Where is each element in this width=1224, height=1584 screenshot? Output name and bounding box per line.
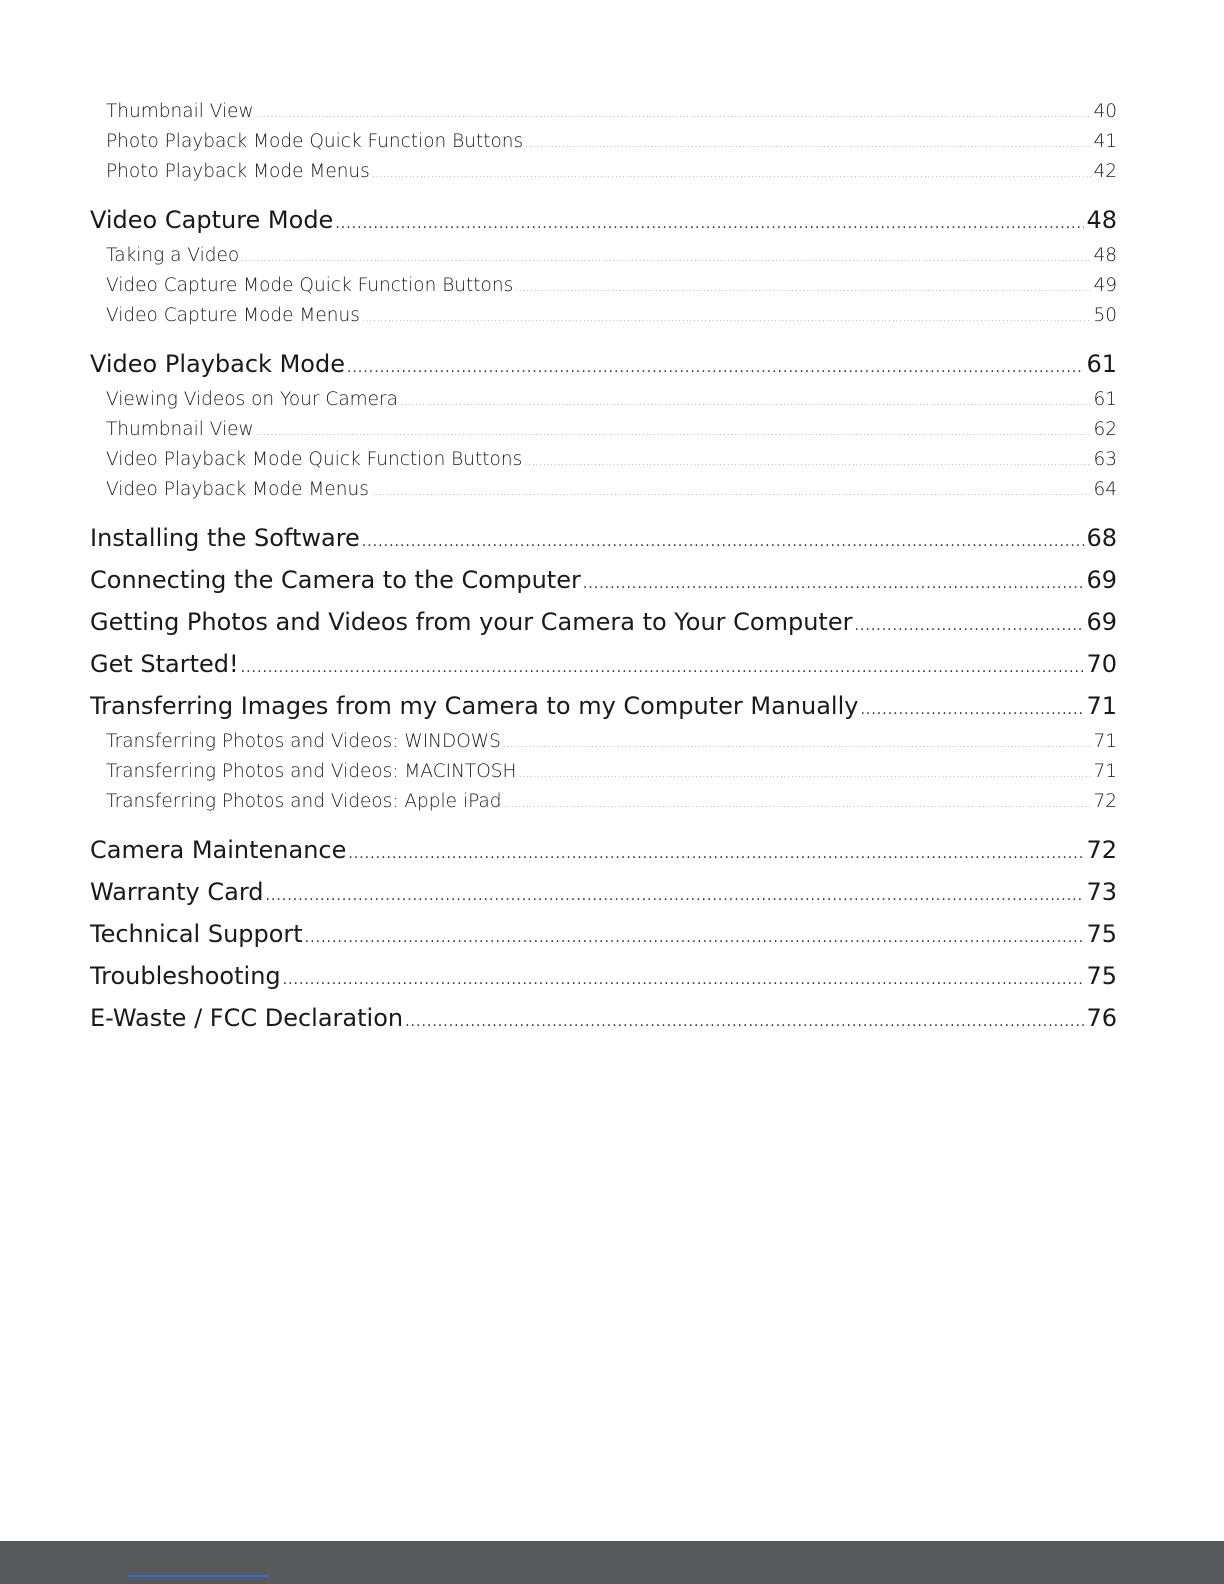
toc-entry[interactable]: [90, 157, 1117, 187]
toc-section-page: 69: [1086, 566, 1117, 594]
toc-entry-title: Thumbnail View: [106, 419, 254, 440]
dot-leader: [362, 304, 1092, 331]
toc-entry-title: Transferring Photos and Videos: WINDOWS: [106, 731, 501, 752]
toc-entry-page: 63: [1093, 449, 1117, 470]
dot-leader: [854, 605, 1084, 643]
toc-entry-page: 50: [1093, 305, 1117, 326]
toc-entry-page: 62: [1093, 419, 1117, 440]
dot-leader: [372, 160, 1092, 187]
toc-section-page: 70: [1086, 650, 1117, 678]
toc-entry-page: 41: [1093, 131, 1117, 152]
dot-leader: [525, 130, 1091, 157]
toc-section-title: Video Capture Mode: [90, 206, 334, 234]
toc-section-page: 75: [1086, 962, 1117, 990]
dot-leader: [347, 347, 1084, 385]
toc-entry[interactable]: [90, 385, 1117, 415]
dot-leader: [348, 833, 1084, 871]
toc-section-title: Technical Support: [90, 920, 303, 948]
toc-section[interactable]: [90, 643, 1117, 685]
toc-entry-title: Photo Playback Mode Quick Function Buttons: [106, 131, 524, 152]
toc-entry-title: Viewing Videos on Your Camera: [106, 389, 398, 410]
toc-section[interactable]: [90, 829, 1117, 871]
toc-entry-page: 40: [1093, 101, 1117, 122]
dot-leader: [241, 244, 1091, 271]
toc-section-title: Camera Maintenance: [90, 836, 347, 864]
toc-section-title: E-Waste / FCC Declaration: [90, 1004, 404, 1032]
toc-section-page: 72: [1086, 836, 1117, 864]
toc-entry-title: Video Capture Mode Quick Function Buttons: [106, 275, 514, 296]
toc-entry-page: 64: [1093, 479, 1117, 500]
toc-section[interactable]: [90, 559, 1117, 601]
toc-section-title: Connecting the Camera to the Computer: [90, 566, 581, 594]
dot-leader: [400, 388, 1091, 415]
toc-entry-page: 48: [1093, 245, 1117, 266]
dot-leader: [305, 917, 1085, 955]
toc-entry-page: 61: [1093, 389, 1117, 410]
toc-section-page: 75: [1086, 920, 1117, 948]
toc-entry[interactable]: [90, 475, 1117, 505]
toc-section[interactable]: [90, 685, 1117, 727]
toc-entry[interactable]: [90, 97, 1117, 127]
dot-leader: [503, 730, 1092, 757]
toc-entry-page: 71: [1093, 761, 1117, 782]
toc-entry-title: Transferring Photos and Videos: Apple iPad: [106, 791, 502, 812]
toc-entry-title: Video Capture Mode Menus: [106, 305, 360, 326]
toc-entry-title: Transferring Photos and Videos: MACINTOSH: [106, 761, 517, 782]
toc-entry-page: 42: [1093, 161, 1117, 182]
toc-section-page: 69: [1086, 608, 1117, 636]
toc-entry[interactable]: [90, 787, 1117, 817]
dot-leader: [583, 563, 1085, 601]
dot-leader: [256, 100, 1092, 127]
toc-entry[interactable]: [90, 757, 1117, 787]
dot-leader: [515, 274, 1091, 301]
toc-section[interactable]: [90, 955, 1117, 997]
toc-section-page: 71: [1086, 692, 1117, 720]
toc-section-title: Get Started!: [90, 650, 239, 678]
toc-entry[interactable]: [90, 415, 1117, 445]
toc-entry-title: Video Playback Mode Menus: [106, 479, 369, 500]
toc-section-title: Warranty Card: [90, 878, 264, 906]
footer-link-underline[interactable]: [128, 1575, 270, 1577]
toc-section-title: Installing the Software: [90, 524, 360, 552]
toc-section-page: 48: [1086, 206, 1117, 234]
dot-leader: [405, 1001, 1084, 1039]
dot-leader: [335, 203, 1084, 241]
toc-section-page: 68: [1086, 524, 1117, 552]
toc-entry-title: Video Playback Mode Quick Function Buttons: [106, 449, 523, 470]
toc-section-page: 61: [1086, 350, 1117, 378]
toc-entry[interactable]: [90, 727, 1117, 757]
dot-leader: [266, 875, 1085, 913]
toc-entry-title: Photo Playback Mode Menus: [106, 161, 370, 182]
dot-leader: [504, 790, 1092, 817]
dot-leader: [241, 647, 1085, 685]
toc-entry[interactable]: [90, 241, 1117, 271]
toc-section[interactable]: [90, 913, 1117, 955]
toc-entry[interactable]: [90, 271, 1117, 301]
toc-entry[interactable]: [90, 445, 1117, 475]
toc-section-title: Troubleshooting: [90, 962, 281, 990]
toc-section[interactable]: [90, 871, 1117, 913]
footer-bar: [0, 1541, 1224, 1584]
dot-leader: [283, 959, 1085, 997]
toc-section[interactable]: [90, 601, 1117, 643]
toc-section[interactable]: [90, 343, 1117, 385]
toc-entry-page: 72: [1093, 791, 1117, 812]
toc-entry[interactable]: [90, 301, 1117, 331]
toc-section-page: 73: [1086, 878, 1117, 906]
dot-leader: [860, 689, 1084, 727]
toc-section[interactable]: [90, 517, 1117, 559]
dot-leader: [362, 521, 1085, 559]
toc-section[interactable]: [90, 199, 1117, 241]
toc-entry-title: Taking a Video: [106, 245, 240, 266]
toc-section[interactable]: [90, 997, 1117, 1039]
toc-section-page: 76: [1086, 1004, 1117, 1032]
dot-leader: [256, 418, 1092, 445]
toc-entry-page: 49: [1093, 275, 1117, 296]
dot-leader: [371, 478, 1092, 505]
dot-leader: [524, 448, 1091, 475]
table-of-contents: [90, 97, 1117, 1039]
toc-entry-page: 71: [1093, 731, 1117, 752]
toc-entry[interactable]: [90, 127, 1117, 157]
toc-entry-title: Thumbnail View: [106, 101, 254, 122]
toc-section-title: Video Playback Mode: [90, 350, 345, 378]
dot-leader: [518, 760, 1091, 787]
toc-section-title: Transferring Images from my Camera to my Computer Manually: [90, 692, 859, 720]
toc-section-title: Getting Photos and Videos from your Camera to Your Computer: [90, 608, 853, 636]
